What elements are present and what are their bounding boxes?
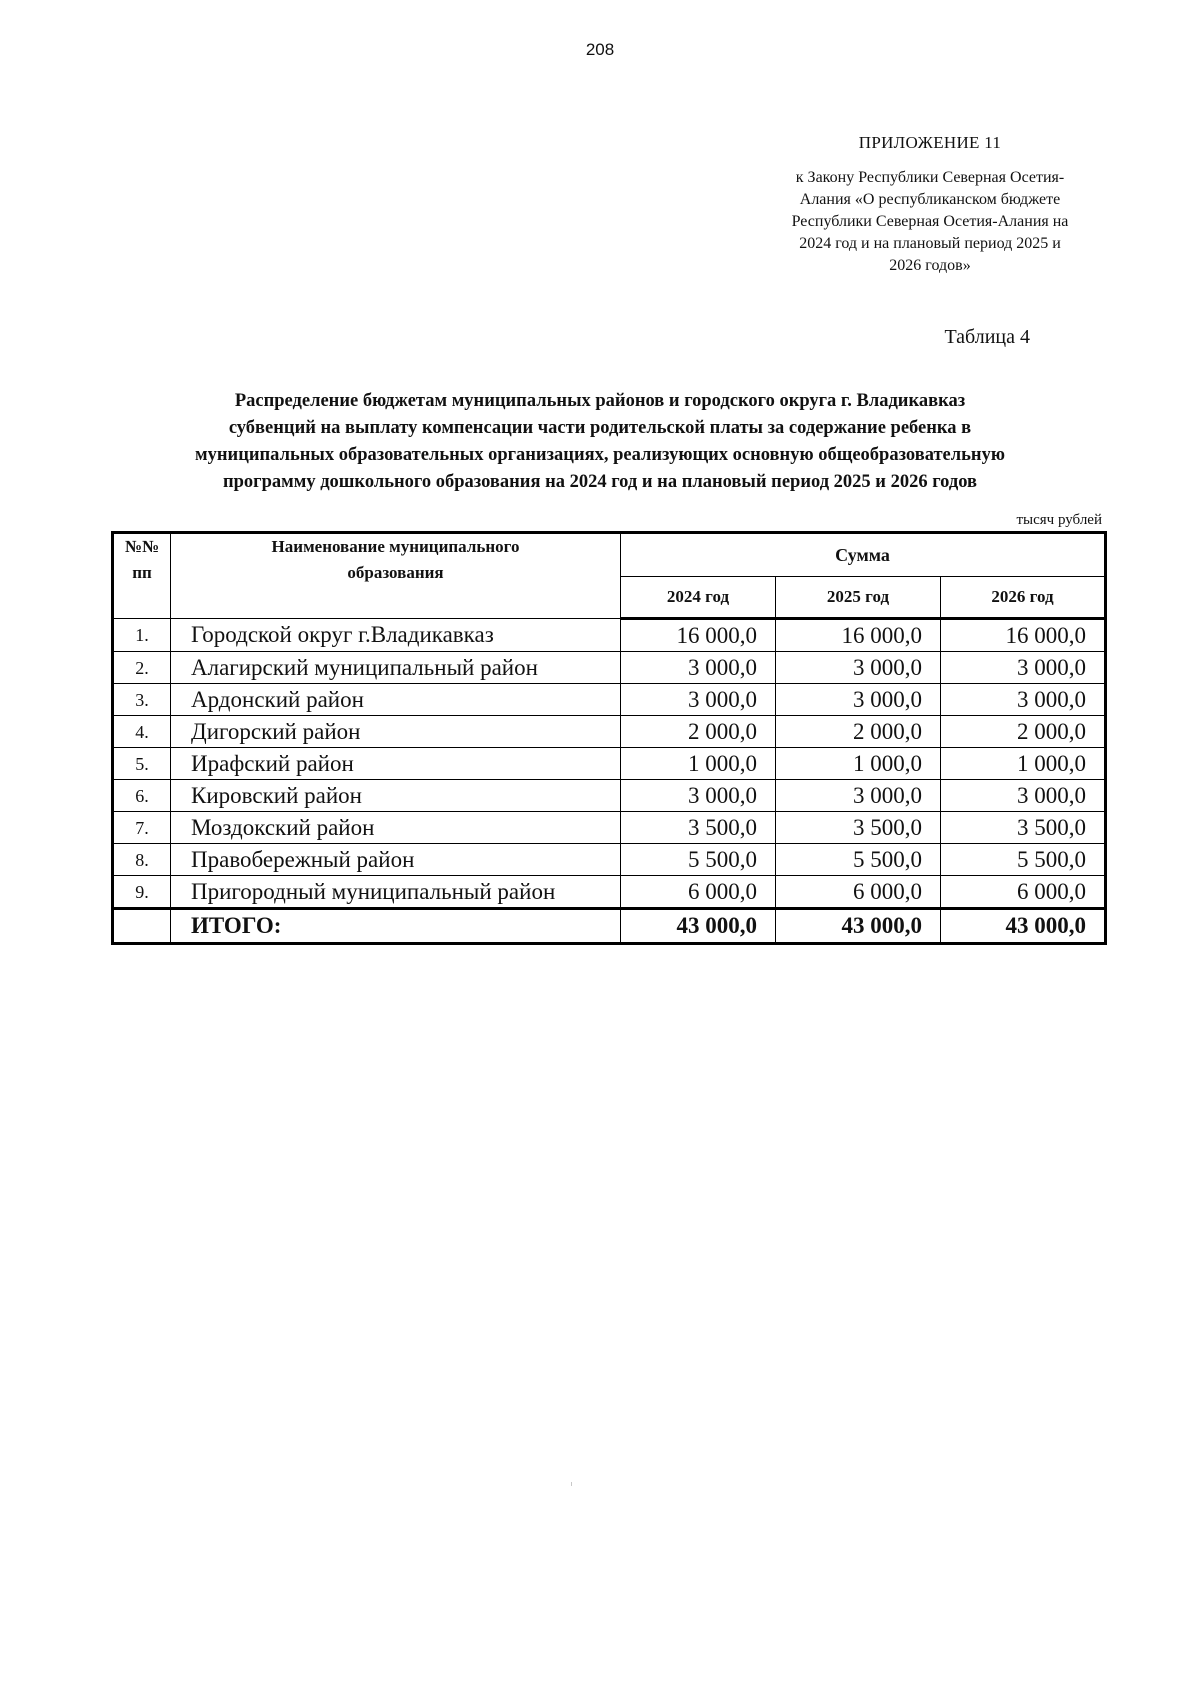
table-row [113,619,1106,652]
row-number: 5. [113,748,171,780]
value-2026: 3 500,0 [941,812,1106,844]
value-2026: 5 500,0 [941,844,1106,876]
table-body [113,619,1106,909]
total-2025: 43 000,0 [776,909,941,944]
table-row [113,684,1106,716]
value-2024: 5 500,0 [621,844,776,876]
appendix-line: Алания «О республиканском бюджете [799,191,1061,208]
appendix-line: 2026 годов» [889,257,971,274]
header-year-2025: 2025 год [776,577,941,619]
appendix-reference [760,167,1100,277]
appendix-line: к Закону Республики Северная Осетия- [795,169,1065,186]
header-number-line: №№ [124,537,160,556]
row-number: 6. [113,780,171,812]
header-number-line: пп [132,563,152,582]
header-year-2026: 2026 год [941,577,1106,619]
value-2024: 16 000,0 [621,619,776,652]
value-2026: 2 000,0 [941,716,1106,748]
table-row [113,844,1106,876]
total-row [113,909,1106,944]
value-2026: 3 000,0 [941,652,1106,684]
page-number: 208 [585,40,615,59]
value-2025: 16 000,0 [776,619,941,652]
units-label: тысяч рублей [1016,512,1102,528]
value-2024: 3 000,0 [621,652,776,684]
row-number: 9. [113,876,171,909]
value-2024: 3 000,0 [621,780,776,812]
municipality-name: Ардонский район [171,684,621,716]
header-sum: Сумма [621,533,1106,577]
title-line: Распределение бюджетам муниципальных районов и городского округа г. Владикавказ [234,391,966,411]
budget-table [111,531,1107,945]
municipality-name: Моздокский район [171,812,621,844]
value-2024: 6 000,0 [621,876,776,909]
document-title [60,388,1140,496]
value-2026: 6 000,0 [941,876,1106,909]
value-2025: 3 000,0 [776,780,941,812]
appendix-line: 2024 год и на плановый период 2025 и [799,235,1061,252]
table-row [113,748,1106,780]
row-number: 8. [113,844,171,876]
appendix-title: ПРИЛОЖЕНИЕ 11 [858,133,1002,152]
value-2024: 1 000,0 [621,748,776,780]
value-2025: 1 000,0 [776,748,941,780]
table-row [113,716,1106,748]
table-label: Таблица 4 [944,326,1030,348]
value-2024: 3 500,0 [621,812,776,844]
title-line: программу дошкольного образования на 2024 год и на плановый период 2025 и 2026 годов [222,472,978,492]
total-label: ИТОГО: [171,909,621,944]
header-name-line: Наименование муниципального [271,537,520,556]
header-number [113,533,171,619]
value-2026: 1 000,0 [941,748,1106,780]
value-2026: 16 000,0 [941,619,1106,652]
total-2026: 43 000,0 [941,909,1106,944]
header-name-line: образования [347,563,444,582]
municipality-name: Пригородный муниципальный район [171,876,621,909]
table-row [113,812,1106,844]
municipality-name: Кировский район [171,780,621,812]
row-number: 4. [113,716,171,748]
table-row [113,652,1106,684]
value-2025: 3 500,0 [776,812,941,844]
table-row [113,876,1106,909]
header-year-2024: 2024 год [621,577,776,619]
municipality-name: Алагирский муниципальный район [171,652,621,684]
municipality-name: Дигорский район [171,716,621,748]
title-line: субвенций на выплату компенсации части родительской платы за содержание ребенка в [228,418,972,438]
row-number: 3. [113,684,171,716]
appendix-line: Республики Северная Осетия-Алания на [791,213,1069,230]
value-2026: 3 000,0 [941,684,1106,716]
value-2024: 2 000,0 [621,716,776,748]
municipality-name: Правобережный район [171,844,621,876]
value-2025: 3 000,0 [776,652,941,684]
value-2025: 5 500,0 [776,844,941,876]
row-number: 1. [113,619,171,652]
row-number: 2. [113,652,171,684]
row-number: 7. [113,812,171,844]
municipality-name: Ирафский район [171,748,621,780]
total-2024: 43 000,0 [621,909,776,944]
header-name [171,533,621,619]
municipality-name: Городской округ г.Владикавказ [171,619,621,652]
table-row [113,780,1106,812]
total-num-cell [113,909,171,944]
value-2025: 2 000,0 [776,716,941,748]
scan-mark [571,1482,572,1486]
title-line: муниципальных образовательных организациях, реализующих основную общеобразовательную [195,445,1005,465]
value-2025: 3 000,0 [776,684,941,716]
value-2026: 3 000,0 [941,780,1106,812]
value-2025: 6 000,0 [776,876,941,909]
value-2024: 3 000,0 [621,684,776,716]
